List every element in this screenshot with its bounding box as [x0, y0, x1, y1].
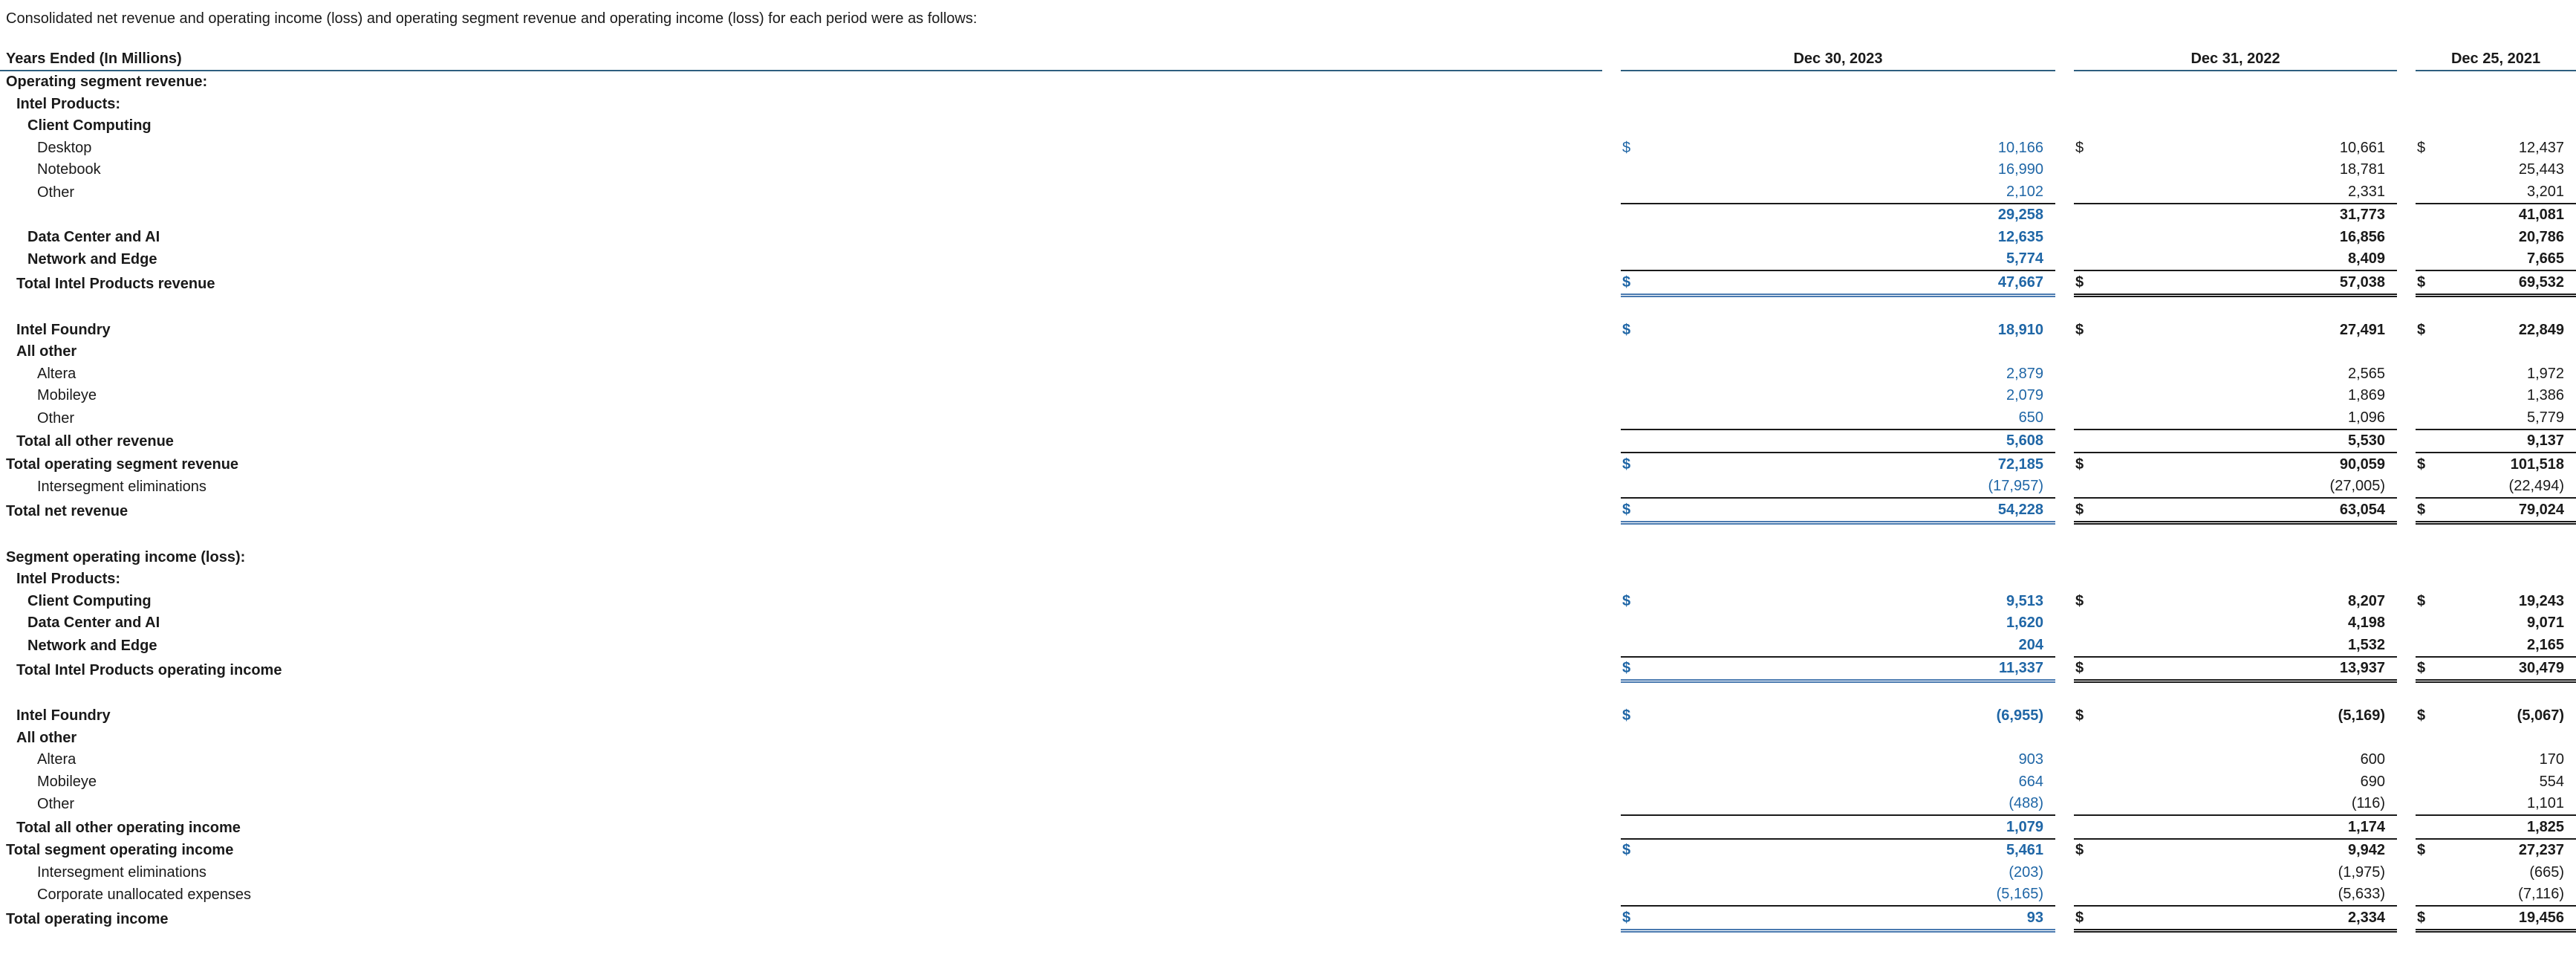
row-label: Desktop	[37, 139, 92, 156]
row-label: Total Intel Products operating income	[16, 661, 282, 678]
value-cell: 18,910	[1997, 321, 2044, 338]
currency-cell	[2416, 816, 2445, 840]
currency-cell	[2416, 226, 2445, 248]
currency-cell	[2074, 476, 2104, 499]
table-row	[0, 476, 2576, 499]
value-cell: 57,038	[2104, 271, 2397, 297]
currency-cell	[1621, 816, 1650, 840]
currency-symbol: $	[1622, 139, 1631, 156]
value-cell: 90,059	[2339, 456, 2386, 473]
value-cell: 1,620	[2006, 615, 2044, 632]
value-cell: 2,334	[2104, 907, 2397, 933]
row-label: Operating segment revenue:	[6, 74, 208, 91]
table-row	[0, 612, 2576, 635]
currency-symbol: $	[2075, 592, 2084, 609]
row-label: Other	[37, 409, 75, 427]
value-cell: 20,786	[2518, 228, 2565, 245]
value-cell: 18,781	[2339, 161, 2386, 178]
currency-cell	[2074, 181, 2104, 204]
table-row	[0, 181, 2576, 204]
currency-cell	[2074, 226, 2104, 248]
value-cell: 1,532	[2104, 634, 2397, 658]
value-cell: 30,479	[2445, 658, 2576, 684]
table-row	[0, 590, 2576, 612]
table-row	[0, 341, 2576, 363]
currency-cell	[1621, 406, 1650, 430]
value-cell: 10,166	[1997, 139, 2044, 156]
value-cell: 1,101	[2445, 793, 2576, 817]
currency-symbol: $	[1622, 592, 1631, 609]
value-cell: 5,779	[2445, 406, 2576, 430]
currency-cell	[2416, 884, 2445, 907]
row-label: Segment operating income (loss):	[6, 548, 246, 565]
table-row	[0, 861, 2576, 884]
row-label: Total all other revenue	[16, 433, 174, 450]
currency-cell	[2416, 634, 2445, 658]
value-cell: 1,174	[2104, 816, 2397, 840]
value-cell: 2,102	[1650, 181, 2055, 204]
value-cell: 19,456	[2445, 907, 2576, 933]
row-label	[0, 204, 1602, 227]
currency-symbol: $	[1621, 658, 1650, 684]
row-label: Other	[37, 796, 75, 813]
row-label: All other	[16, 343, 77, 360]
table-body	[0, 71, 2576, 933]
row-label: Intel Foundry	[16, 707, 111, 724]
table-row	[0, 363, 2576, 385]
row-label: Altera	[37, 751, 77, 768]
value-cell: 13,937	[2104, 658, 2397, 684]
table-row	[0, 771, 2576, 793]
currency-symbol: $	[2417, 456, 2426, 473]
table-row	[0, 884, 2576, 907]
value-cell: 5,774	[1650, 248, 2055, 272]
value-cell: 27,237	[2518, 842, 2565, 859]
value-cell: (5,633)	[2104, 884, 2397, 907]
value-cell: 2,165	[2445, 634, 2576, 658]
value-cell: (22,494)	[2445, 476, 2576, 499]
currency-cell	[1621, 771, 1650, 793]
table-row	[0, 226, 2576, 248]
currency-cell	[2074, 204, 2104, 227]
column-header-2023: Dec 30, 2023	[1621, 45, 2055, 71]
value-cell: 10,661	[2339, 139, 2386, 156]
column-header-2022: Dec 31, 2022	[2074, 45, 2397, 71]
currency-cell	[2074, 634, 2104, 658]
value-cell: 79,024	[2445, 499, 2576, 525]
currency-symbol: $	[1622, 321, 1631, 338]
currency-cell	[1621, 248, 1650, 272]
table-row	[0, 658, 2576, 684]
currency-cell	[1621, 884, 1650, 907]
currency-symbol: $	[2417, 321, 2426, 338]
value-cell: 554	[2539, 773, 2565, 790]
currency-cell	[1621, 181, 1650, 204]
currency-symbol: $	[1622, 456, 1631, 473]
currency-symbol: $	[1621, 907, 1650, 933]
value-cell: 9,942	[2347, 842, 2386, 859]
value-cell: 600	[2360, 751, 2386, 768]
currency-cell	[1621, 861, 1650, 884]
currency-cell	[1621, 363, 1650, 385]
row-label: Mobileye	[37, 773, 97, 790]
currency-symbol: $	[2075, 456, 2084, 473]
value-cell: 25,443	[2518, 161, 2565, 178]
currency-cell	[2416, 749, 2445, 771]
row-label: Altera	[37, 365, 77, 382]
currency-symbol: $	[2416, 499, 2445, 525]
row-label: Other	[37, 184, 75, 201]
row-label: Notebook	[37, 161, 101, 178]
currency-cell	[1621, 749, 1650, 771]
currency-symbol: $	[2075, 842, 2084, 859]
currency-symbol: $	[1621, 499, 1650, 525]
value-cell: 8,409	[2104, 248, 2397, 272]
currency-cell	[2416, 406, 2445, 430]
value-cell: 664	[2018, 773, 2044, 790]
value-cell: 204	[1650, 634, 2055, 658]
table-row	[0, 271, 2576, 297]
value-cell: 650	[1650, 406, 2055, 430]
currency-cell	[2074, 793, 2104, 817]
table-row	[0, 204, 2576, 227]
table-row	[0, 907, 2576, 933]
spacer-row	[0, 297, 2576, 320]
value-cell: 63,054	[2104, 499, 2397, 525]
row-label: Network and Edge	[27, 251, 157, 268]
value-cell: 1,825	[2445, 816, 2576, 840]
value-cell: (1,975)	[2338, 863, 2386, 881]
table-row	[0, 248, 2576, 272]
value-cell: (6,955)	[1996, 707, 2044, 724]
currency-cell	[2074, 406, 2104, 430]
currency-symbol: $	[2075, 139, 2084, 156]
currency-cell	[1621, 226, 1650, 248]
row-label: Intel Products:	[16, 95, 121, 112]
table-row	[0, 840, 2576, 862]
value-cell: 22,849	[2518, 321, 2565, 338]
currency-cell	[2416, 771, 2445, 793]
value-cell: 41,081	[2518, 207, 2565, 224]
value-cell: (5,169)	[2338, 707, 2386, 724]
spacer-row	[0, 683, 2576, 705]
currency-cell	[2074, 771, 2104, 793]
currency-cell	[1621, 430, 1650, 454]
currency-symbol: $	[2417, 707, 2426, 724]
currency-cell	[2416, 363, 2445, 385]
value-cell: 31,773	[2339, 207, 2386, 224]
value-cell: 12,437	[2518, 139, 2565, 156]
value-cell: (665)	[2529, 863, 2565, 881]
intro-text: Consolidated net revenue and operating income (loss) and operating segment revenue and operating income (loss) for each period were as follows:	[6, 10, 978, 27]
value-cell: 4,198	[2347, 615, 2386, 632]
table-row	[0, 430, 2576, 454]
value-cell: 9,071	[2526, 615, 2565, 632]
value-cell: 1,386	[2526, 387, 2565, 404]
currency-cell	[1621, 476, 1650, 499]
value-cell: 1,096	[2104, 406, 2397, 430]
currency-symbol: $	[2417, 842, 2426, 859]
currency-cell	[2416, 793, 2445, 817]
value-cell: 9,137	[2445, 430, 2576, 454]
currency-symbol: $	[2074, 658, 2104, 684]
value-cell: (116)	[2104, 793, 2397, 817]
currency-symbol: $	[2074, 907, 2104, 933]
currency-symbol: $	[2074, 499, 2104, 525]
table-row	[0, 137, 2576, 159]
row-label: Client Computing	[27, 592, 152, 609]
currency-cell	[2416, 385, 2445, 407]
value-cell: (7,116)	[2445, 884, 2576, 907]
currency-cell	[2074, 816, 2104, 840]
column-header-2021: Dec 25, 2021	[2416, 45, 2576, 71]
row-label: Intel Foundry	[16, 321, 111, 338]
table-row	[0, 499, 2576, 525]
table-row	[0, 749, 2576, 771]
currency-symbol: $	[2075, 321, 2084, 338]
value-cell: (5,165)	[1650, 884, 2055, 907]
currency-symbol: $	[1622, 842, 1631, 859]
value-cell: (5,067)	[2517, 707, 2565, 724]
row-label: Mobileye	[37, 387, 97, 404]
row-label: All other	[16, 729, 77, 746]
table-row	[0, 705, 2576, 727]
currency-cell	[2416, 476, 2445, 499]
row-label: Total segment operating income	[6, 842, 234, 859]
value-cell: 11,337	[1650, 658, 2055, 684]
value-cell: 72,185	[1997, 456, 2044, 473]
value-cell: (203)	[2009, 863, 2044, 881]
row-label: Total Intel Products revenue	[16, 276, 215, 293]
value-cell: 7,665	[2445, 248, 2576, 272]
currency-cell	[1621, 612, 1650, 635]
row-label: Total operating income	[6, 911, 169, 928]
currency-cell	[2416, 861, 2445, 884]
currency-cell	[2416, 612, 2445, 635]
table-row	[0, 634, 2576, 658]
table-row	[0, 71, 2576, 94]
row-label: Total net revenue	[6, 503, 129, 520]
currency-cell	[1621, 385, 1650, 407]
currency-cell	[1621, 793, 1650, 817]
value-cell: 2,565	[2347, 365, 2386, 382]
value-cell: 16,856	[2339, 228, 2386, 245]
table-row	[0, 93, 2576, 115]
currency-cell	[2074, 612, 2104, 635]
currency-symbol: $	[2075, 707, 2084, 724]
row-label: Network and Edge	[27, 637, 157, 654]
value-cell: 101,518	[2510, 456, 2565, 473]
value-cell: 69,532	[2445, 271, 2576, 297]
value-cell: (17,957)	[1650, 476, 2055, 499]
value-cell: 1,869	[2347, 387, 2386, 404]
currency-symbol: $	[2074, 271, 2104, 297]
value-cell: 2,879	[2006, 365, 2044, 382]
row-label: Total operating segment revenue	[6, 456, 239, 473]
value-cell: 12,635	[1997, 228, 2044, 245]
value-cell: 5,530	[2104, 430, 2397, 454]
table-row	[0, 816, 2576, 840]
value-cell: 5,608	[1650, 430, 2055, 454]
table-row	[0, 568, 2576, 591]
years-ended-header: Years Ended (In Millions)	[0, 45, 1602, 71]
value-cell: 47,667	[1650, 271, 2055, 297]
currency-cell	[2074, 159, 2104, 181]
value-cell: 2,079	[2006, 387, 2044, 404]
row-label: Total all other operating income	[16, 819, 241, 836]
currency-symbol: $	[1621, 271, 1650, 297]
row-label: Corporate unallocated expenses	[37, 886, 251, 904]
table-row	[0, 406, 2576, 430]
currency-cell	[1621, 634, 1650, 658]
table-row	[0, 453, 2576, 476]
value-cell: 2,331	[2104, 181, 2397, 204]
currency-cell	[2416, 181, 2445, 204]
value-cell: 1,972	[2526, 365, 2565, 382]
value-cell: (27,005)	[2104, 476, 2397, 499]
value-cell: 19,243	[2518, 592, 2565, 609]
value-cell: 3,201	[2445, 181, 2576, 204]
currency-cell	[2416, 159, 2445, 181]
row-label: Intel Products:	[16, 571, 121, 588]
currency-cell	[2416, 430, 2445, 454]
table-row	[0, 546, 2576, 568]
table-header-row	[0, 45, 2576, 71]
table-row	[0, 159, 2576, 181]
value-cell: 8,207	[2347, 592, 2386, 609]
value-cell: (488)	[1650, 793, 2055, 817]
currency-symbol: $	[1622, 707, 1631, 724]
value-cell: 690	[2360, 773, 2386, 790]
value-cell: 54,228	[1650, 499, 2055, 525]
currency-cell	[2074, 248, 2104, 272]
value-cell: 903	[2018, 751, 2044, 768]
currency-cell	[1621, 204, 1650, 227]
spacer-row	[0, 525, 2576, 547]
currency-symbol: $	[2416, 907, 2445, 933]
row-label: Intersegment eliminations	[37, 479, 206, 496]
currency-cell	[2416, 248, 2445, 272]
currency-cell	[2416, 204, 2445, 227]
currency-cell	[2074, 861, 2104, 884]
value-cell: 29,258	[1997, 207, 2044, 224]
table-row	[0, 793, 2576, 817]
row-label: Data Center and AI	[27, 615, 160, 632]
currency-symbol: $	[2417, 592, 2426, 609]
row-label: Client Computing	[27, 117, 152, 134]
row-label: Intersegment eliminations	[37, 863, 206, 881]
currency-cell	[2074, 363, 2104, 385]
value-cell: 5,461	[2006, 842, 2044, 859]
currency-cell	[2074, 749, 2104, 771]
currency-cell	[2074, 385, 2104, 407]
currency-cell	[2074, 430, 2104, 454]
value-cell: 27,491	[2339, 321, 2386, 338]
row-label: Data Center and AI	[27, 228, 160, 245]
value-cell: 170	[2539, 751, 2565, 768]
currency-cell	[1621, 159, 1650, 181]
value-cell: 1,079	[1650, 816, 2055, 840]
currency-cell	[2074, 884, 2104, 907]
value-cell: 93	[1650, 907, 2055, 933]
table-row	[0, 115, 2576, 137]
table-row	[0, 319, 2576, 341]
value-cell: 9,513	[2006, 592, 2044, 609]
value-cell: 16,990	[1997, 161, 2044, 178]
table-row	[0, 385, 2576, 407]
currency-symbol: $	[2417, 139, 2426, 156]
segment-results-table	[0, 45, 2576, 933]
currency-symbol: $	[2416, 658, 2445, 684]
table-row	[0, 727, 2576, 749]
currency-symbol: $	[2416, 271, 2445, 297]
